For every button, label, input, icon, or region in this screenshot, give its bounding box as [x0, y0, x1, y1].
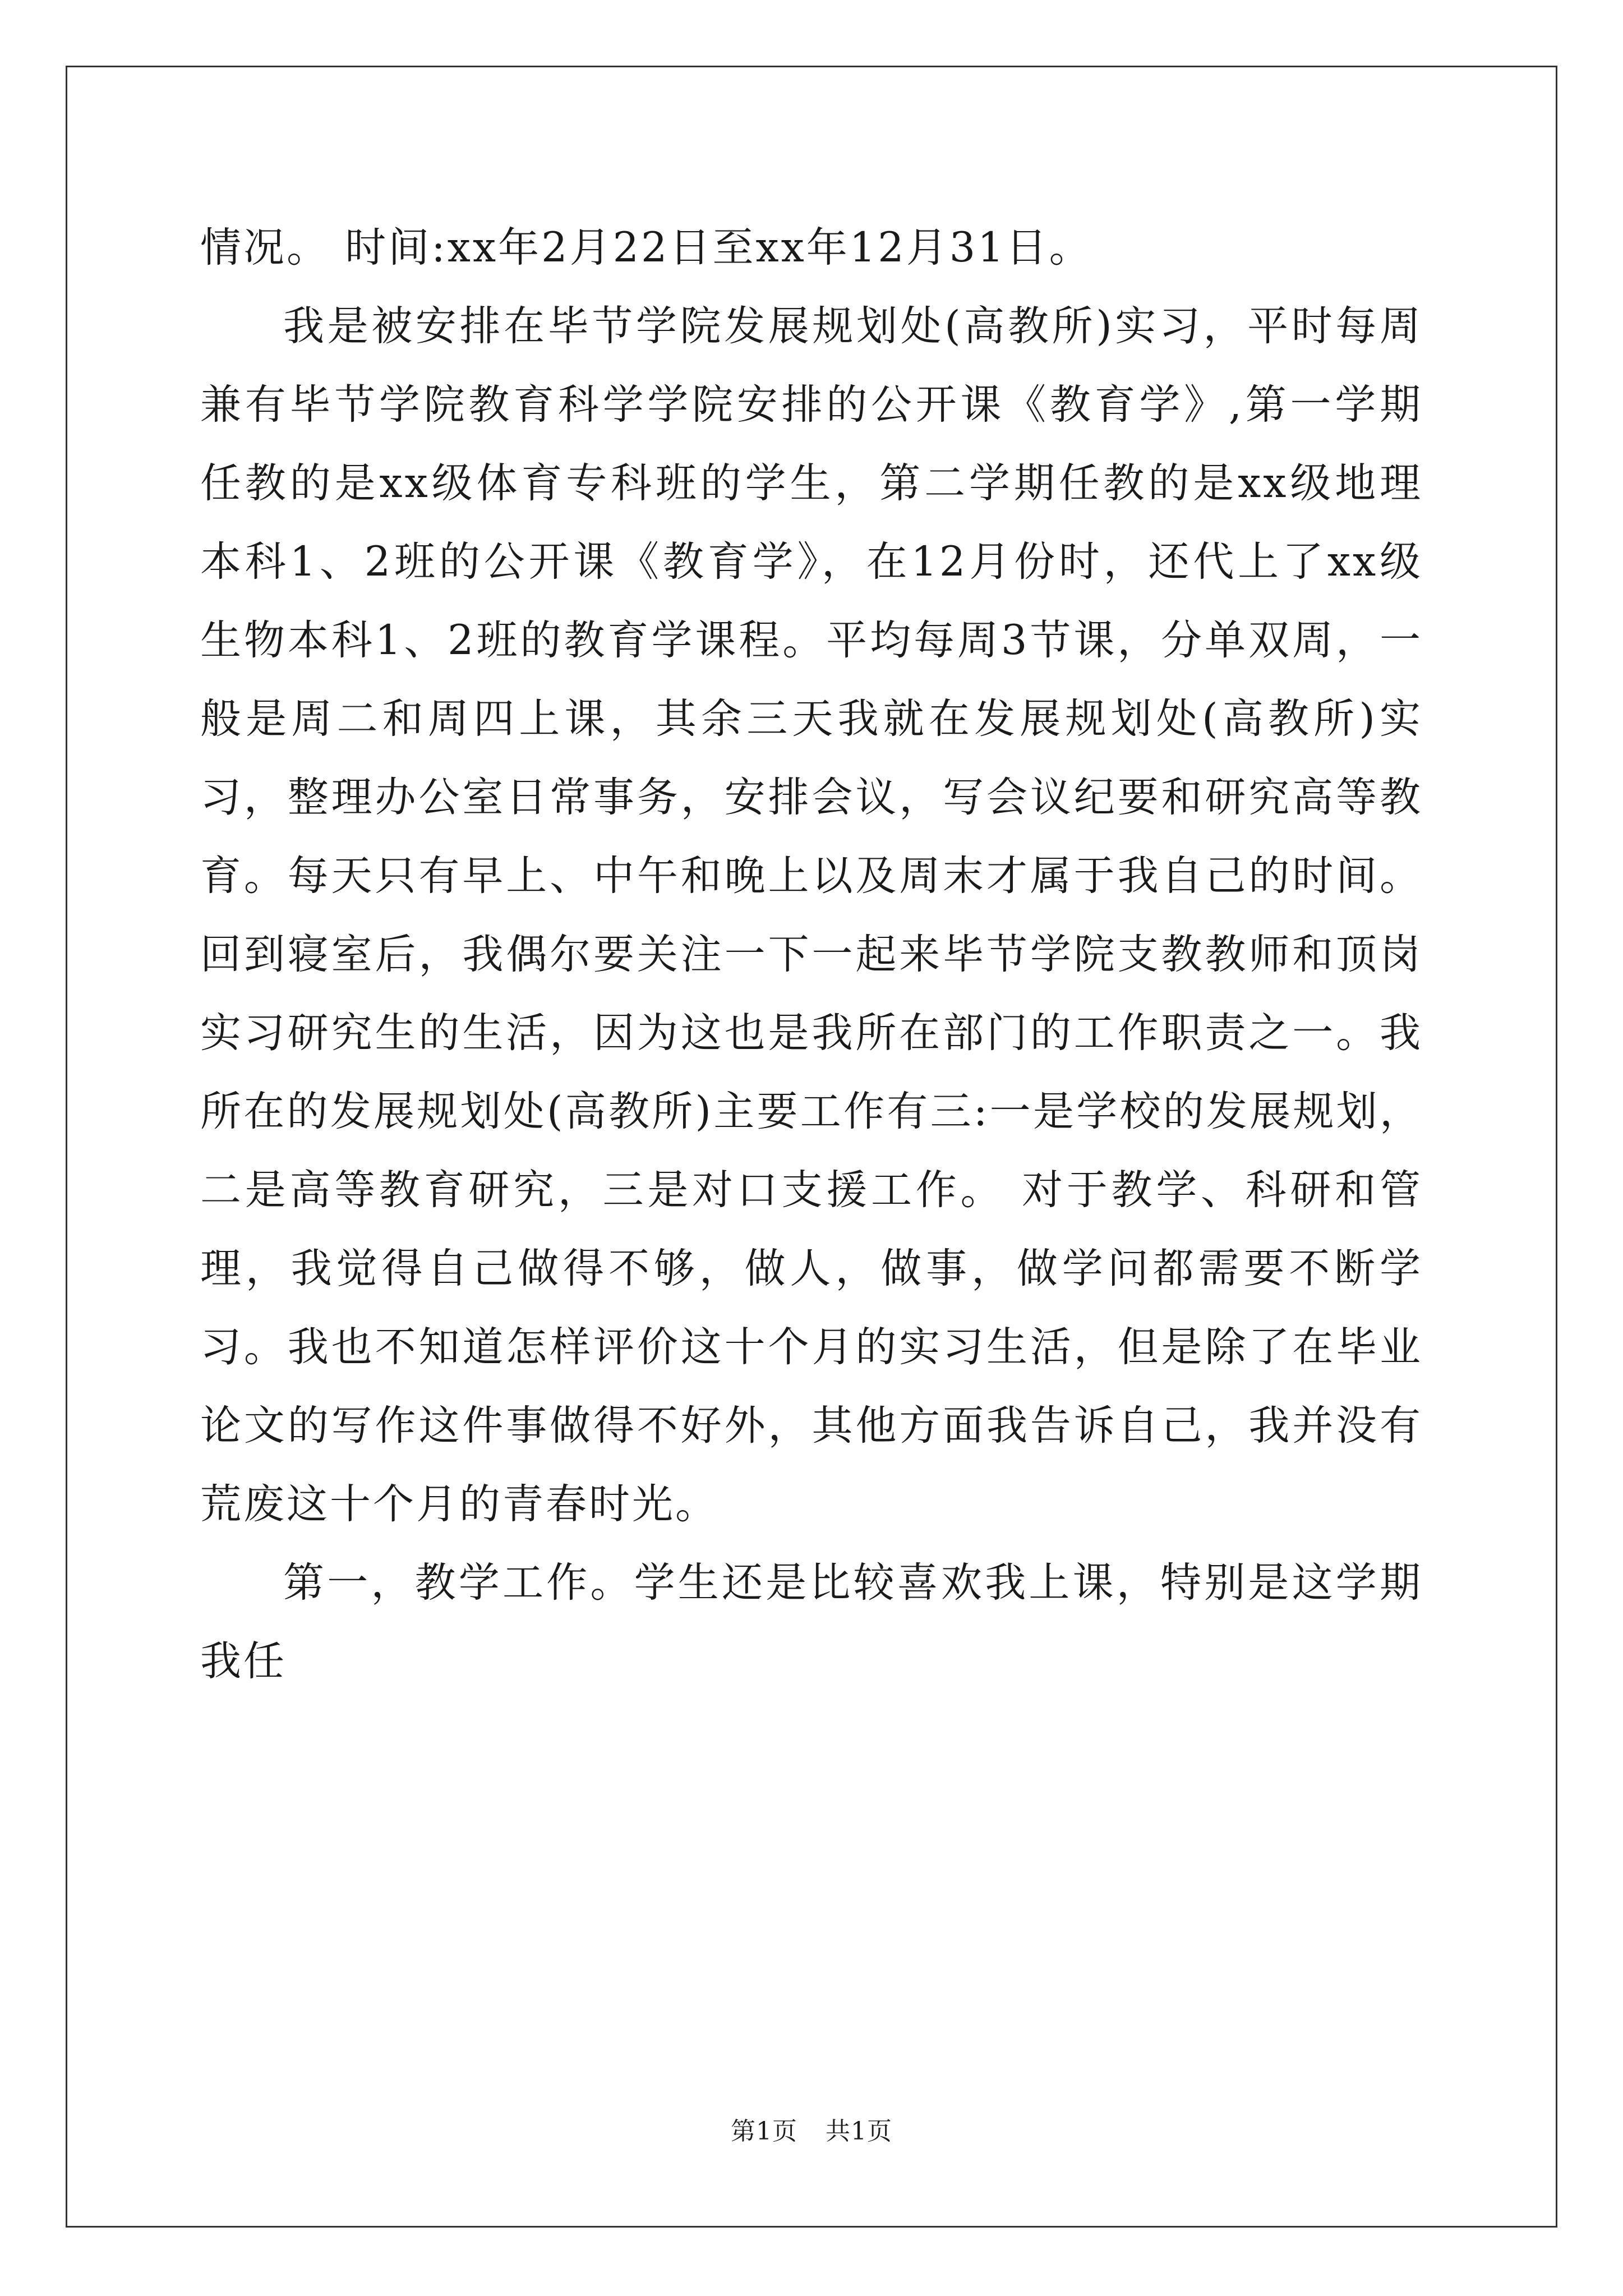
page-footer — [0, 2115, 1623, 2148]
document-body — [200, 209, 1423, 1701]
paragraph-1: 情况。 时间:xx年2月22日至xx年12月31日。 — [200, 224, 1092, 272]
page-number: 第1页 — [731, 2117, 797, 2146]
paragraph-3: 第一，教学工作。学生还是比较喜欢我上课，特别是这学期我任 — [200, 1559, 1423, 1685]
paragraph-2: 我是被安排在毕节学院发展规划处(高教所)实习，平时每周兼有毕节学院教育科学学院安排的公开课《教育学》,第一学期任教的是xx级体育专科班的学生，第二学期任教的是xx级地理本科1、2班的公开课《教育学》，在12月份时，还代上了xx级生物本科1、2班的教育学课程。平均每周3节课，分单双周，一般是周二和周四上课，其余三天我就在发展规划处(高教所)实习，整理办公室日常事务，安排会议，写会议纪要和研究高等教育。每天只有早上、中午和晚上以及周末才属于我自己的时间。回到寝室后，我偶尔要关注一下一起来毕节学院支教教师和顶岗实习研究生的生活，因为这也是我所在部门的工作职责之一。我所在的发展规划处(高教所)主要工作有三:一是学校的发展规划，二是高等教育研究，三是对口支援工作。 对于教学、科研和管理，我觉得自己做得不够，做人，做事，做学问都需要不断学习。我也不知道怎样评价这十个月的实习生活，但是除了在毕业论文的写作这件事做得不好外，其他方面我告诉自己，我并没有荒废这十个月的青春时光。 — [200, 302, 1423, 1528]
page-total: 共1页 — [826, 2117, 892, 2146]
